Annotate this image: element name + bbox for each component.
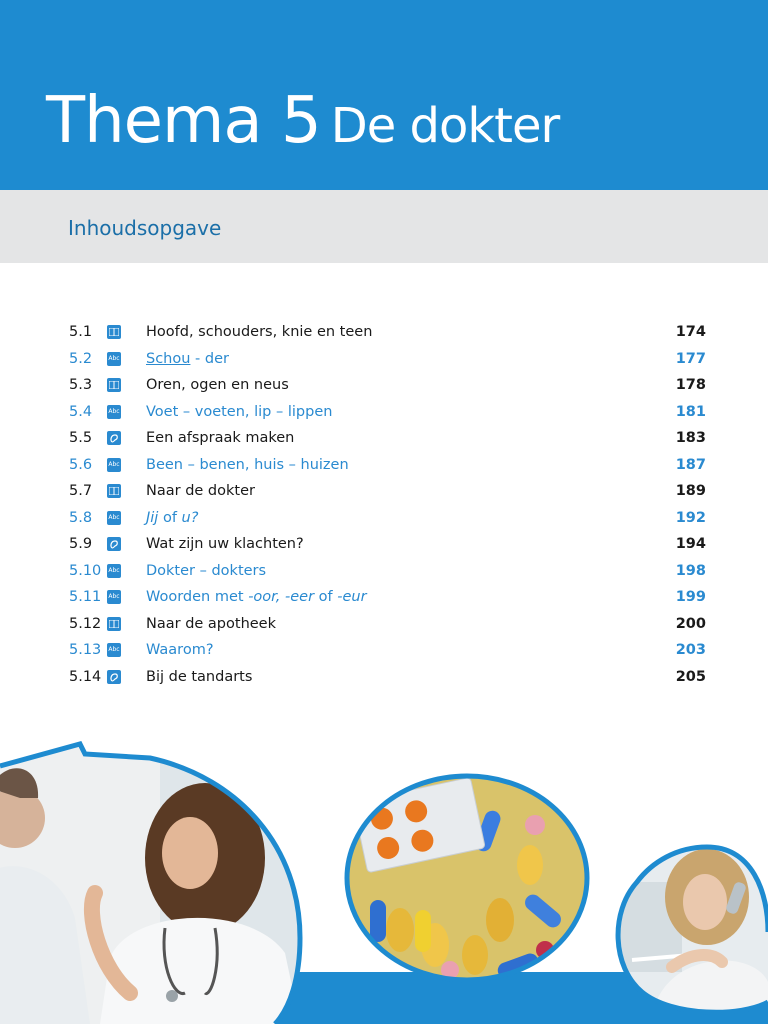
sick-woman-photo <box>612 842 768 1017</box>
ear-icon <box>107 537 121 551</box>
toc-row[interactable] <box>0 399 768 425</box>
toc-page: 187 <box>675 456 706 473</box>
title-sub: De dokter <box>330 98 560 154</box>
header-band <box>0 0 768 190</box>
toc-page: 174 <box>675 324 706 340</box>
toc-label-italic: u? <box>181 509 199 526</box>
toc-label: Waarom? <box>146 642 214 658</box>
toc-page: 177 <box>675 350 706 367</box>
page-title <box>46 84 559 158</box>
toc-label: Wat zijn uw klachten? <box>146 536 304 552</box>
toc-number: 5.12 <box>69 615 102 632</box>
subheader-label: Inhoudsopgave <box>68 216 222 240</box>
abc-icon: Abc <box>107 352 121 366</box>
toc-page: 192 <box>675 509 706 526</box>
doctor-consultation-photo <box>0 738 310 1024</box>
toc-page: 199 <box>675 589 706 605</box>
toc-row[interactable] <box>0 372 768 398</box>
toc-number: 5.11 <box>69 589 102 605</box>
toc-page: 198 <box>675 562 706 579</box>
toc-label-italic: -oor, -eer <box>248 589 315 605</box>
toc-label: Hoofd, schouders, knie en teen <box>146 324 373 340</box>
toc-page: 183 <box>675 430 706 446</box>
toc-number: 5.4 <box>69 403 93 420</box>
toc-page: 189 <box>675 483 706 499</box>
toc-label-italic: Jij <box>146 509 159 526</box>
ear-icon <box>107 670 121 684</box>
toc-number: 5.7 <box>69 483 93 499</box>
abc-icon: Abc <box>107 405 121 419</box>
toc-label-mid: of <box>158 509 182 526</box>
toc-row[interactable] <box>0 346 768 372</box>
toc-page: 181 <box>675 403 706 420</box>
toc-label <box>146 510 198 526</box>
toc-number: 5.8 <box>69 509 93 526</box>
toc-label: Een afspraak maken <box>146 430 295 446</box>
toc-page: 178 <box>675 377 706 393</box>
book-icon <box>107 617 121 631</box>
toc-label: Oren, ogen en neus <box>146 377 289 393</box>
toc-label: Voet – voeten, lip – lippen <box>146 403 333 420</box>
toc-label: Been – benen, huis – huizen <box>146 456 349 473</box>
toc-label-rest: - der <box>190 350 229 367</box>
toc-label-italic: -eur <box>337 589 367 605</box>
toc-label: Dokter – dokters <box>146 562 267 579</box>
toc-page: 200 <box>675 615 706 632</box>
toc-number: 5.13 <box>69 642 102 658</box>
abc-icon: Abc <box>107 643 121 657</box>
toc-row[interactable] <box>0 505 768 531</box>
toc-number: 5.9 <box>69 536 93 552</box>
toc-number: 5.1 <box>69 324 93 340</box>
toc-row[interactable] <box>0 478 768 504</box>
abc-icon: Abc <box>107 511 121 525</box>
toc-number: 5.5 <box>69 430 93 446</box>
toc-number: 5.14 <box>69 668 102 685</box>
book-icon <box>107 378 121 392</box>
toc-row[interactable] <box>0 637 768 663</box>
ear-icon <box>107 431 121 445</box>
toc-number: 5.3 <box>69 377 93 393</box>
toc-row[interactable] <box>0 452 768 478</box>
abc-icon: Abc <box>107 590 121 604</box>
toc-row[interactable] <box>0 425 768 451</box>
toc-row[interactable] <box>0 319 768 345</box>
toc-row[interactable] <box>0 664 768 690</box>
toc-row[interactable] <box>0 611 768 637</box>
toc-number: 5.10 <box>69 562 102 579</box>
subheader-band <box>0 190 768 263</box>
abc-icon: Abc <box>107 458 121 472</box>
toc-label <box>146 351 229 367</box>
toc-row[interactable] <box>0 558 768 584</box>
toc-page: 203 <box>675 642 706 658</box>
toc-row[interactable] <box>0 531 768 557</box>
toc-label: Naar de apotheek <box>146 615 276 632</box>
toc-number: 5.6 <box>69 456 93 473</box>
toc-row[interactable] <box>0 584 768 610</box>
toc-label-mid: of <box>314 589 338 605</box>
toc-number: 5.2 <box>69 350 93 367</box>
title-main: Thema 5 <box>46 84 321 158</box>
toc-label-underlined[interactable]: Schou <box>146 350 191 367</box>
toc-page: 194 <box>675 536 706 552</box>
book-icon <box>107 484 121 498</box>
book-icon <box>107 325 121 339</box>
toc-page: 205 <box>675 668 706 685</box>
toc-label <box>146 589 367 605</box>
toc-label-pre: Woorden met <box>146 589 249 605</box>
pills-photo <box>340 770 595 985</box>
abc-icon: Abc <box>107 564 121 578</box>
toc-label: Bij de tandarts <box>146 668 253 685</box>
toc-label: Naar de dokter <box>146 483 255 499</box>
